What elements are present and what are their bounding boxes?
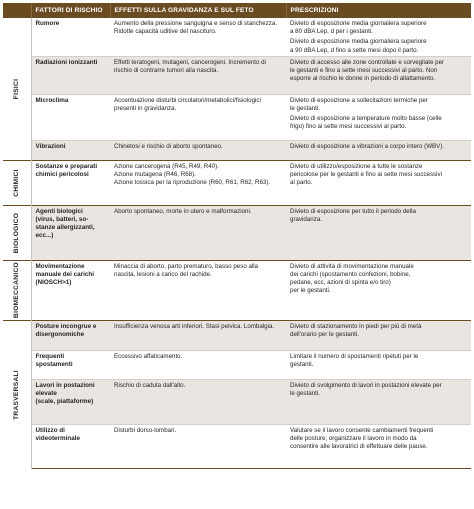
text-line: dell'orario per le gestanti. [290, 331, 359, 339]
group-label-trasversali: TRASVERSALI [3, 320, 31, 468]
group-label-fisici: FISICI [3, 18, 31, 160]
text-line: elevate [35, 390, 57, 398]
prescriptions-cell [286, 260, 471, 320]
group-label-chimici: CHIMICI [3, 160, 31, 205]
text-line: al parto. [290, 179, 313, 187]
text-line: Sostanze e preparati [35, 162, 98, 170]
effects-cell [110, 379, 286, 424]
text-line: le gestanti. [290, 105, 320, 113]
text-line: Azione tossica per la riproduzione (R60, R61, R62, R63). [114, 179, 271, 187]
text-line: a 80 dBA Lep, d per i gestanti. [290, 28, 373, 36]
text-line: Divieto di esposizione per tutto il periodo della [290, 207, 416, 215]
text-line: Eccessivo affaticamento. [114, 352, 183, 360]
prescriptions-cell [286, 94, 471, 140]
table-row [3, 379, 471, 424]
effects-cell [110, 320, 286, 350]
effects-cell [110, 56, 286, 94]
text-line: Divieto di esposizione a vibrazioni a corpo intero (WBV). [290, 142, 445, 150]
header-prescriptions: PRESCRIZIONI [286, 3, 471, 18]
risk-factors-table [3, 3, 471, 469]
text-line: Radiazioni ionizzanti [35, 58, 98, 66]
text-line: videoterminale [35, 435, 80, 443]
text-line: spostamenti [35, 361, 73, 369]
text-line: Disturbi dorso-lombari. [114, 426, 177, 434]
risk-factor-cell [31, 56, 110, 94]
prescriptions-cell [286, 160, 471, 205]
effects-cell [110, 18, 286, 56]
text-line: Rumore [35, 20, 60, 27]
table-row [3, 320, 471, 350]
text-line: Frequenti [35, 352, 65, 360]
text-line: Agenti biologici [35, 207, 83, 215]
text-line: consentire alle lavoratrici di effettuare delle pause. [290, 443, 428, 451]
text-line: Divieto di utilizzo/esposizione a tutte le sostanze [290, 162, 423, 170]
text-line: Effetti teratogeni, mutageni, cancerogeni. Incremento di [114, 58, 266, 66]
text-line: le gestanti e fino a sette mesi successivi al parto. Non [290, 67, 438, 75]
text-line: Utilizzo di [35, 426, 65, 434]
text-line: gravidanza. [290, 216, 322, 224]
text-line: rischio di contrarre tumori alla nascita. [114, 67, 219, 75]
text-line: disergonomiche [35, 331, 85, 339]
table-row [3, 350, 471, 379]
prescriptions-cell [286, 18, 471, 56]
effects-cell [110, 94, 286, 140]
table-row [3, 56, 471, 94]
text-line: pericolose per le gestanti e fino ai sette mesi successivi [290, 171, 443, 179]
text-line: pedane, ecc, azioni di spinta e/o tiro) [290, 279, 391, 287]
prescriptions-cell [286, 350, 471, 379]
effects-cell [110, 160, 286, 205]
text-line: Posture incongrue e [35, 322, 97, 330]
prescriptions-cell [286, 140, 471, 160]
text-line: Lavori in postazioni [35, 381, 95, 389]
effects-cell [110, 140, 286, 160]
risk-factor-cell [31, 94, 110, 140]
text-line: Ridotte capacità uditive del nascituro. [114, 28, 217, 36]
text-line: ecc...) [35, 232, 54, 240]
text-line: Divieto di esposizione a sollecitazioni termiche per [290, 96, 428, 104]
text-line: nascita, lesioni a carico del rachide. [114, 271, 212, 279]
text-line: Microclima [35, 96, 69, 104]
text-line: chimici pericolosi [35, 171, 89, 179]
prescriptions-cell [286, 424, 471, 468]
table-row [3, 205, 471, 260]
text-line: Valutare se il lavoro consente cambiamenti frequenti [290, 426, 434, 434]
text-line: Aumento della pressione sanguigna e senso di stanchezza. [114, 20, 278, 27]
effects-cell [110, 205, 286, 260]
text-line: (NIOSCH>1) [35, 279, 72, 287]
group-label-biologico: BIOLOGICO [3, 205, 31, 260]
text-line: stanze allergizzanti, [35, 224, 95, 232]
risk-factor-cell [31, 424, 110, 468]
text-line: dei carichi (spostamento confezioni, bobine, [290, 271, 411, 279]
prescriptions-cell [286, 320, 471, 350]
text-line: Divieto di attività di movimentazione manuale [290, 262, 414, 270]
risk-factor-cell [31, 160, 110, 205]
text-line: Azione cancerogena (R45, R49, R40). [114, 162, 219, 170]
text-line: (virus, batteri, so- [35, 216, 89, 224]
text-line: a 90 dBA Lep, d fino a sette mesi dopo il parto. [290, 46, 419, 54]
prescriptions-cell [286, 379, 471, 424]
text-line: Chinetosi e rischio di aborto spontaneo. [114, 142, 223, 150]
text-line: frigo) fino ai sette mesi successivi al parto. [290, 123, 407, 131]
text-line: le gestanti. [290, 390, 320, 398]
table-row [3, 160, 471, 205]
text-line: (scale, piattaforme) [35, 398, 94, 406]
group-label-biomeccanico: BIOMECCANICO [3, 260, 31, 320]
prescriptions-cell [286, 56, 471, 94]
effects-cell [110, 424, 286, 468]
header-effects: EFFETTI SULLA GRAVIDANZA E SUL FETO [110, 3, 286, 18]
text-line: Divieto di esposizione media giornaliera superiore [290, 38, 427, 46]
text-line: presenti in gravidanza. [114, 105, 177, 113]
risk-factor-cell [31, 260, 110, 320]
text-line: Insufficienza venosa arti inferiori. Stasi pelvica. Lombalgia. [114, 322, 275, 330]
text-line: Divieto di esposizione media giornaliera superiore [290, 20, 427, 27]
table-row [3, 424, 471, 468]
text-line: Movimentazione [35, 262, 85, 270]
risk-table-container [3, 3, 471, 506]
effects-cell [110, 350, 286, 379]
text-line: Divieto di esposizione a temperature molto basse (celle [290, 115, 442, 123]
table-header-row [3, 3, 471, 18]
text-line: delle posture; organizzare il lavoro in modo da [290, 435, 417, 443]
text-line: Accentuazione disturbi circolatori/metabolici/fisiologici [114, 96, 261, 104]
text-line: Divieto di accesso alle zone controllate e sorvegliate per [290, 58, 445, 66]
table-row [3, 94, 471, 140]
table-row [3, 140, 471, 160]
text-line: Vibrazioni [35, 142, 66, 150]
risk-factor-cell [31, 320, 110, 350]
text-line: esporre al rischio le donne in periodo di allattamento. [290, 75, 436, 83]
text-line: Divieto di stazionamento in piedi per più di metà [290, 322, 422, 330]
text-line: gestanti. [290, 361, 314, 369]
prescriptions-cell [286, 205, 471, 260]
text-line: Azione mutagena (R46, R68). [114, 171, 196, 179]
text-line: Rischio di caduta dall'alto. [114, 381, 186, 389]
text-line: Aborto spontaneo, morte in utero e malformazioni. [114, 207, 252, 215]
risk-factor-cell [31, 18, 110, 56]
risk-factor-cell [31, 379, 110, 424]
risk-factor-cell [31, 140, 110, 160]
risk-factor-cell [31, 205, 110, 260]
effects-cell [110, 260, 286, 320]
risk-factor-cell [31, 350, 110, 379]
header-risk-factors: FATTORI DI RISCHIO [31, 3, 110, 18]
table-row [3, 18, 471, 56]
text-line: manuale dei carichi [35, 271, 94, 279]
text-line: per le gestanti. [290, 287, 331, 295]
text-line: Divieto di svolgimento di lavori in postazioni elevate per [290, 381, 442, 389]
table-row [3, 260, 471, 320]
header-group-cell [3, 3, 31, 18]
text-line: Limitare il numero di spostamenti ripetuti per le [290, 352, 419, 360]
text-line: Minaccia di aborto, parto prematuro, basso peso alla [114, 262, 259, 270]
